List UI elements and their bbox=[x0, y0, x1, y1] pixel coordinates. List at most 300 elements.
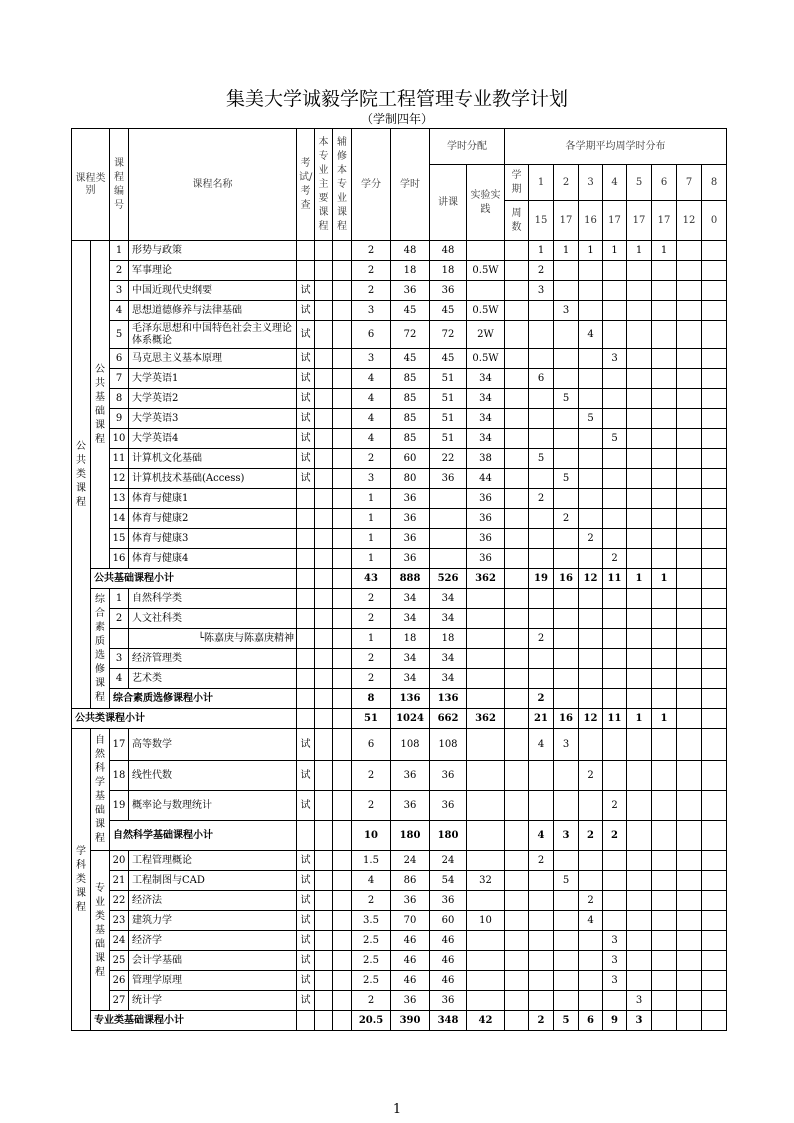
course-row bbox=[72, 429, 727, 449]
minor-mark bbox=[333, 609, 352, 629]
semester-hours-cell bbox=[529, 509, 554, 529]
semester-hours-cell bbox=[677, 931, 702, 951]
credits-cell: 2 bbox=[352, 609, 391, 629]
credits-cell: 2.5 bbox=[352, 951, 391, 971]
semester-hours-cell: 5 bbox=[554, 871, 579, 891]
lecture-hours-cell: 22 bbox=[430, 449, 467, 469]
lecture-hours-cell: 46 bbox=[430, 951, 467, 971]
exam-type bbox=[297, 669, 315, 689]
minor-mark bbox=[333, 469, 352, 489]
lab-hours-cell: 362 bbox=[467, 709, 505, 729]
header-name: 课程名称 bbox=[129, 129, 297, 241]
semester-hours-cell bbox=[529, 389, 554, 409]
exam-type: 试 bbox=[297, 791, 315, 821]
semester-hours-cell bbox=[603, 729, 627, 761]
semester-hours-cell bbox=[529, 469, 554, 489]
course-name: 工程管理概论 bbox=[129, 851, 297, 871]
subtotal-row bbox=[72, 709, 727, 729]
minor-mark bbox=[333, 589, 352, 609]
header-exam: 考试/考查 bbox=[297, 129, 315, 241]
semester-hours-cell bbox=[677, 821, 702, 851]
semester-hours-cell bbox=[677, 589, 702, 609]
weeks-6: 17 bbox=[652, 201, 677, 241]
semester-hours-cell bbox=[677, 729, 702, 761]
course-row bbox=[72, 349, 727, 369]
minor-mark bbox=[333, 261, 352, 281]
course-code: 18 bbox=[110, 761, 129, 791]
credits-cell: 1 bbox=[352, 629, 391, 649]
lecture-hours-cell: 36 bbox=[430, 991, 467, 1011]
semester-hours-cell bbox=[652, 1011, 677, 1031]
course-name: 大学英语1 bbox=[129, 369, 297, 389]
semester-hours-cell bbox=[677, 709, 702, 729]
course-code: 15 bbox=[110, 529, 129, 549]
semester-hours-cell bbox=[652, 891, 677, 911]
semester-hours-cell bbox=[702, 389, 727, 409]
course-name: 体育与健康1 bbox=[129, 489, 297, 509]
course-name: 管理学原理 bbox=[129, 971, 297, 991]
hours-cell: 60 bbox=[391, 449, 430, 469]
semester-hours-cell bbox=[677, 241, 702, 261]
semester-hours-cell bbox=[554, 991, 579, 1011]
semester-hours-cell bbox=[627, 449, 652, 469]
lecture-hours-cell: 34 bbox=[430, 609, 467, 629]
lab-hours-cell bbox=[467, 761, 505, 791]
semester-hours-cell bbox=[529, 429, 554, 449]
hours-cell: 85 bbox=[391, 389, 430, 409]
semester-hours-cell bbox=[529, 409, 554, 429]
semester-hours-cell bbox=[529, 649, 554, 669]
semester-hours-cell bbox=[627, 891, 652, 911]
credits-cell: 2 bbox=[352, 761, 391, 791]
semester-hours-cell bbox=[702, 729, 727, 761]
semester-hours-cell: 4 bbox=[579, 911, 603, 931]
semester-hours-cell bbox=[677, 281, 702, 301]
lab-hours-cell bbox=[467, 729, 505, 761]
semester-hours-cell: 1 bbox=[627, 241, 652, 261]
semester-hours-cell bbox=[579, 489, 603, 509]
minor-mark bbox=[333, 409, 352, 429]
course-name: 线性代数 bbox=[129, 761, 297, 791]
major-main-mark bbox=[315, 991, 333, 1011]
semester-hours-cell bbox=[702, 281, 727, 301]
lecture-hours-cell: 54 bbox=[430, 871, 467, 891]
semester-hours-cell: 16 bbox=[554, 569, 579, 589]
semester-hours-cell bbox=[677, 349, 702, 369]
lecture-hours-cell: 18 bbox=[430, 629, 467, 649]
semester-hours-cell bbox=[627, 911, 652, 931]
hours-cell: 70 bbox=[391, 911, 430, 931]
semester-hours-cell bbox=[579, 851, 603, 871]
lecture-hours-cell: 526 bbox=[430, 569, 467, 589]
semester-hours-cell bbox=[579, 261, 603, 281]
semester-hours-cell bbox=[554, 489, 579, 509]
semester-hours-cell: 2 bbox=[529, 1011, 554, 1031]
credits-cell: 4 bbox=[352, 429, 391, 449]
minor-mark bbox=[333, 951, 352, 971]
course-row bbox=[72, 321, 727, 349]
course-name: 自然科学类 bbox=[129, 589, 297, 609]
semester-hours-cell bbox=[652, 469, 677, 489]
course-code: 2 bbox=[110, 261, 129, 281]
spacer-cell bbox=[505, 871, 529, 891]
credits-cell: 3 bbox=[352, 301, 391, 321]
spacer-cell bbox=[505, 911, 529, 931]
subtotal-label: 公共类课程小计 bbox=[72, 709, 297, 729]
semester-hours-cell bbox=[677, 629, 702, 649]
course-code: 4 bbox=[110, 669, 129, 689]
lab-hours-cell bbox=[467, 649, 505, 669]
semester-hours-cell bbox=[603, 911, 627, 931]
semester-hours-cell bbox=[603, 851, 627, 871]
group-discipline: 学科类课程 bbox=[72, 729, 91, 1031]
course-code: 21 bbox=[110, 871, 129, 891]
lecture-hours-cell: 36 bbox=[430, 761, 467, 791]
course-code: 3 bbox=[110, 281, 129, 301]
credits-cell: 1.5 bbox=[352, 851, 391, 871]
semester-hours-cell bbox=[627, 369, 652, 389]
lab-hours-cell: 36 bbox=[467, 549, 505, 569]
lab-hours-cell bbox=[467, 241, 505, 261]
credits-cell: 3 bbox=[352, 469, 391, 489]
header-major-main: 本专业主要课程 bbox=[315, 129, 333, 241]
semester-hours-cell bbox=[603, 409, 627, 429]
credits-cell: 6 bbox=[352, 729, 391, 761]
major-main-mark bbox=[315, 951, 333, 971]
course-code: 17 bbox=[110, 729, 129, 761]
course-name: 概率论与数理统计 bbox=[129, 791, 297, 821]
hours-cell: 36 bbox=[391, 549, 430, 569]
semester-hours-cell bbox=[603, 761, 627, 791]
semester-hours-cell bbox=[627, 609, 652, 629]
lab-hours-cell: 362 bbox=[467, 569, 505, 589]
spacer-cell bbox=[505, 851, 529, 871]
lab-hours-cell: 2W bbox=[467, 321, 505, 349]
major-main-mark bbox=[315, 321, 333, 349]
semester-hours-cell bbox=[652, 791, 677, 821]
semester-hours-cell bbox=[702, 971, 727, 991]
hours-cell: 48 bbox=[391, 241, 430, 261]
course-row bbox=[72, 991, 727, 1011]
course-row bbox=[72, 931, 727, 951]
semester-hours-cell: 3 bbox=[603, 971, 627, 991]
minor-mark bbox=[333, 991, 352, 1011]
semester-hours-cell bbox=[677, 649, 702, 669]
minor-mark bbox=[333, 791, 352, 821]
major-main-mark bbox=[315, 261, 333, 281]
course-code: 19 bbox=[110, 791, 129, 821]
major-main-mark bbox=[315, 549, 333, 569]
exam-type bbox=[297, 529, 315, 549]
lab-hours-cell: 0.5W bbox=[467, 349, 505, 369]
semester-hours-cell bbox=[603, 609, 627, 629]
exam-type bbox=[297, 629, 315, 649]
exam-type: 试 bbox=[297, 449, 315, 469]
semester-hours-cell bbox=[603, 369, 627, 389]
credits-cell: 51 bbox=[352, 709, 391, 729]
semester-hours-cell bbox=[603, 629, 627, 649]
semester-hours-cell: 3 bbox=[554, 301, 579, 321]
course-name: 经济管理类 bbox=[129, 649, 297, 669]
semester-hours-cell: 4 bbox=[579, 321, 603, 349]
major-main-mark bbox=[315, 761, 333, 791]
spacer-cell bbox=[505, 569, 529, 589]
semester-hours-cell bbox=[627, 649, 652, 669]
semester-hours-cell bbox=[702, 589, 727, 609]
semester-hours-cell: 2 bbox=[603, 549, 627, 569]
exam-type: 试 bbox=[297, 951, 315, 971]
semester-hours-cell: 1 bbox=[652, 709, 677, 729]
hours-cell: 390 bbox=[391, 1011, 430, 1031]
semester-hours-cell bbox=[677, 951, 702, 971]
hours-cell: 36 bbox=[391, 281, 430, 301]
course-row bbox=[72, 549, 727, 569]
semester-hours-cell bbox=[677, 991, 702, 1011]
semester-hours-cell bbox=[529, 321, 554, 349]
semester-hours-cell bbox=[677, 529, 702, 549]
spacer-cell bbox=[505, 761, 529, 791]
semester-hours-cell bbox=[554, 891, 579, 911]
spacer-cell bbox=[505, 489, 529, 509]
semester-hours-cell bbox=[652, 321, 677, 349]
semester-hours-cell bbox=[554, 321, 579, 349]
semester-hours-cell bbox=[677, 911, 702, 931]
major-main-mark bbox=[315, 589, 333, 609]
semester-hours-cell: 2 bbox=[529, 261, 554, 281]
lecture-hours-cell: 36 bbox=[430, 791, 467, 821]
lab-hours-cell bbox=[467, 951, 505, 971]
major-main-mark bbox=[315, 389, 333, 409]
major-main-mark bbox=[315, 281, 333, 301]
exam-type: 试 bbox=[297, 469, 315, 489]
spacer-cell bbox=[505, 971, 529, 991]
semester-hours-cell bbox=[603, 689, 627, 709]
semester-hours-cell bbox=[677, 891, 702, 911]
course-row bbox=[72, 529, 727, 549]
semester-hours-cell: 21 bbox=[529, 709, 554, 729]
major-main-mark bbox=[315, 871, 333, 891]
subtotal-label: 自然科学基础课程小计 bbox=[110, 821, 297, 851]
semester-hours-cell bbox=[652, 261, 677, 281]
spacer-cell bbox=[505, 629, 529, 649]
major-main-mark bbox=[315, 489, 333, 509]
credits-cell: 2 bbox=[352, 281, 391, 301]
semester-hours-cell bbox=[603, 891, 627, 911]
hours-cell: 34 bbox=[391, 649, 430, 669]
exam-type: 试 bbox=[297, 971, 315, 991]
semester-hours-cell bbox=[554, 261, 579, 281]
semester-hours-cell bbox=[603, 489, 627, 509]
credits-cell: 4 bbox=[352, 369, 391, 389]
semester-hours-cell bbox=[554, 689, 579, 709]
semester-hours-cell bbox=[579, 589, 603, 609]
semester-6: 6 bbox=[652, 165, 677, 201]
hours-cell: 46 bbox=[391, 971, 430, 991]
semester-hours-cell bbox=[677, 449, 702, 469]
course-name: 人文社科类 bbox=[129, 609, 297, 629]
course-name: 经济法 bbox=[129, 891, 297, 911]
semester-hours-cell bbox=[627, 761, 652, 791]
credits-cell: 2 bbox=[352, 261, 391, 281]
semester-hours-cell: 2 bbox=[529, 629, 554, 649]
minor-mark bbox=[333, 629, 352, 649]
semester-hours-cell bbox=[554, 629, 579, 649]
semester-hours-cell bbox=[652, 509, 677, 529]
hours-cell: 34 bbox=[391, 589, 430, 609]
spacer-cell bbox=[505, 689, 529, 709]
lab-hours-cell bbox=[467, 851, 505, 871]
semester-hours-cell bbox=[677, 429, 702, 449]
semester-hours-cell bbox=[652, 301, 677, 321]
minor-mark bbox=[333, 449, 352, 469]
table-header bbox=[72, 129, 727, 241]
lab-hours-cell: 34 bbox=[467, 389, 505, 409]
semester-hours-cell bbox=[529, 871, 554, 891]
semester-hours-cell bbox=[529, 761, 554, 791]
course-code: 20 bbox=[110, 851, 129, 871]
exam-type: 试 bbox=[297, 389, 315, 409]
semester-hours-cell: 5 bbox=[554, 389, 579, 409]
weeks-5: 17 bbox=[627, 201, 652, 241]
semester-hours-cell bbox=[579, 689, 603, 709]
subtotal-label: 专业类基础课程小计 bbox=[91, 1011, 297, 1031]
hours-cell: 85 bbox=[391, 409, 430, 429]
lecture-hours-cell: 34 bbox=[430, 649, 467, 669]
lecture-hours-cell: 51 bbox=[430, 429, 467, 449]
semester-hours-cell bbox=[652, 549, 677, 569]
semester-hours-cell: 5 bbox=[579, 409, 603, 429]
semester-hours-cell: 1 bbox=[652, 241, 677, 261]
semester-hours-cell bbox=[554, 971, 579, 991]
major-main-mark bbox=[315, 1011, 333, 1031]
semester-hours-cell bbox=[603, 449, 627, 469]
lecture-hours-cell: 180 bbox=[430, 821, 467, 851]
semester-hours-cell bbox=[554, 669, 579, 689]
lecture-hours-cell: 72 bbox=[430, 321, 467, 349]
semester-hours-cell bbox=[529, 911, 554, 931]
semester-hours-cell bbox=[554, 349, 579, 369]
semester-hours-cell bbox=[627, 669, 652, 689]
semester-hours-cell bbox=[677, 261, 702, 281]
lecture-hours-cell: 45 bbox=[430, 301, 467, 321]
weeks-1: 15 bbox=[529, 201, 554, 241]
course-name: 统计学 bbox=[129, 991, 297, 1011]
semester-hours-cell: 12 bbox=[579, 569, 603, 589]
lecture-hours-cell: 48 bbox=[430, 241, 467, 261]
semester-hours-cell bbox=[652, 669, 677, 689]
page-title: 集美大学诚毅学院工程管理专业教学计划 bbox=[225, 88, 568, 110]
minor-mark bbox=[333, 649, 352, 669]
exam-type bbox=[297, 821, 315, 851]
credits-cell: 2 bbox=[352, 589, 391, 609]
semester-hours-cell: 11 bbox=[603, 569, 627, 589]
semester-hours-cell bbox=[627, 281, 652, 301]
minor-mark bbox=[333, 549, 352, 569]
spacer-cell bbox=[505, 1011, 529, 1031]
course-row bbox=[72, 911, 727, 931]
semester-hours-cell bbox=[579, 389, 603, 409]
minor-mark bbox=[333, 669, 352, 689]
lab-hours-cell bbox=[467, 931, 505, 951]
course-name: 计算机技术基础(Access) bbox=[129, 469, 297, 489]
course-name: 经济学 bbox=[129, 931, 297, 951]
exam-type: 试 bbox=[297, 369, 315, 389]
course-row bbox=[72, 891, 727, 911]
page-number: 1 bbox=[392, 1102, 402, 1117]
exam-type bbox=[297, 241, 315, 261]
course-code: 22 bbox=[110, 891, 129, 911]
course-row bbox=[72, 971, 727, 991]
minor-mark bbox=[333, 911, 352, 931]
credits-cell: 2 bbox=[352, 449, 391, 469]
major-main-mark bbox=[315, 241, 333, 261]
semester-hours-cell bbox=[627, 589, 652, 609]
semester-hours-cell bbox=[627, 509, 652, 529]
semester-hours-cell bbox=[554, 409, 579, 429]
course-row bbox=[72, 761, 727, 791]
minor-mark bbox=[333, 971, 352, 991]
lab-hours-cell: 42 bbox=[467, 1011, 505, 1031]
spacer-cell bbox=[505, 549, 529, 569]
major-main-mark bbox=[315, 609, 333, 629]
course-name: 工程制图与CAD bbox=[129, 871, 297, 891]
hours-cell: 80 bbox=[391, 469, 430, 489]
course-name: 大学英语2 bbox=[129, 389, 297, 409]
minor-mark bbox=[333, 761, 352, 791]
credits-cell: 2 bbox=[352, 669, 391, 689]
major-main-mark bbox=[315, 821, 333, 851]
course-code: 6 bbox=[110, 349, 129, 369]
credits-cell: 3 bbox=[352, 349, 391, 369]
course-name: 体育与健康3 bbox=[129, 529, 297, 549]
semester-hours-cell: 2 bbox=[603, 791, 627, 821]
semester-hours-cell bbox=[529, 529, 554, 549]
subtotal-row bbox=[72, 821, 727, 851]
course-name: 计算机文化基础 bbox=[129, 449, 297, 469]
semester-hours-cell bbox=[529, 931, 554, 951]
group-major-basic: 专业类基础课程 bbox=[91, 851, 110, 1011]
header-minor: 辅修本专业课程 bbox=[333, 129, 352, 241]
credits-cell: 20.5 bbox=[352, 1011, 391, 1031]
semester-hours-cell bbox=[554, 951, 579, 971]
semester-hours-cell: 1 bbox=[627, 569, 652, 589]
minor-mark bbox=[333, 931, 352, 951]
semester-hours-cell bbox=[652, 429, 677, 449]
semester-hours-cell bbox=[579, 629, 603, 649]
hours-cell: 45 bbox=[391, 301, 430, 321]
semester-hours-cell bbox=[677, 321, 702, 349]
semester-hours-cell: 2 bbox=[529, 689, 554, 709]
major-main-mark bbox=[315, 689, 333, 709]
lecture-hours-cell: 662 bbox=[430, 709, 467, 729]
lab-hours-cell bbox=[467, 609, 505, 629]
semester-hours-cell bbox=[677, 489, 702, 509]
header-credits: 学分 bbox=[352, 129, 391, 241]
lecture-hours-cell: 34 bbox=[430, 589, 467, 609]
semester-hours-cell bbox=[652, 449, 677, 469]
semester-hours-cell bbox=[652, 609, 677, 629]
major-main-mark bbox=[315, 971, 333, 991]
lab-hours-cell: 44 bbox=[467, 469, 505, 489]
major-main-mark bbox=[315, 409, 333, 429]
semester-hours-cell: 2 bbox=[579, 529, 603, 549]
semester-hours-cell bbox=[702, 669, 727, 689]
semester-hours-cell bbox=[579, 951, 603, 971]
hours-cell: 136 bbox=[391, 689, 430, 709]
spacer-cell bbox=[505, 791, 529, 821]
lecture-hours-cell: 46 bbox=[430, 931, 467, 951]
credits-cell: 2 bbox=[352, 791, 391, 821]
